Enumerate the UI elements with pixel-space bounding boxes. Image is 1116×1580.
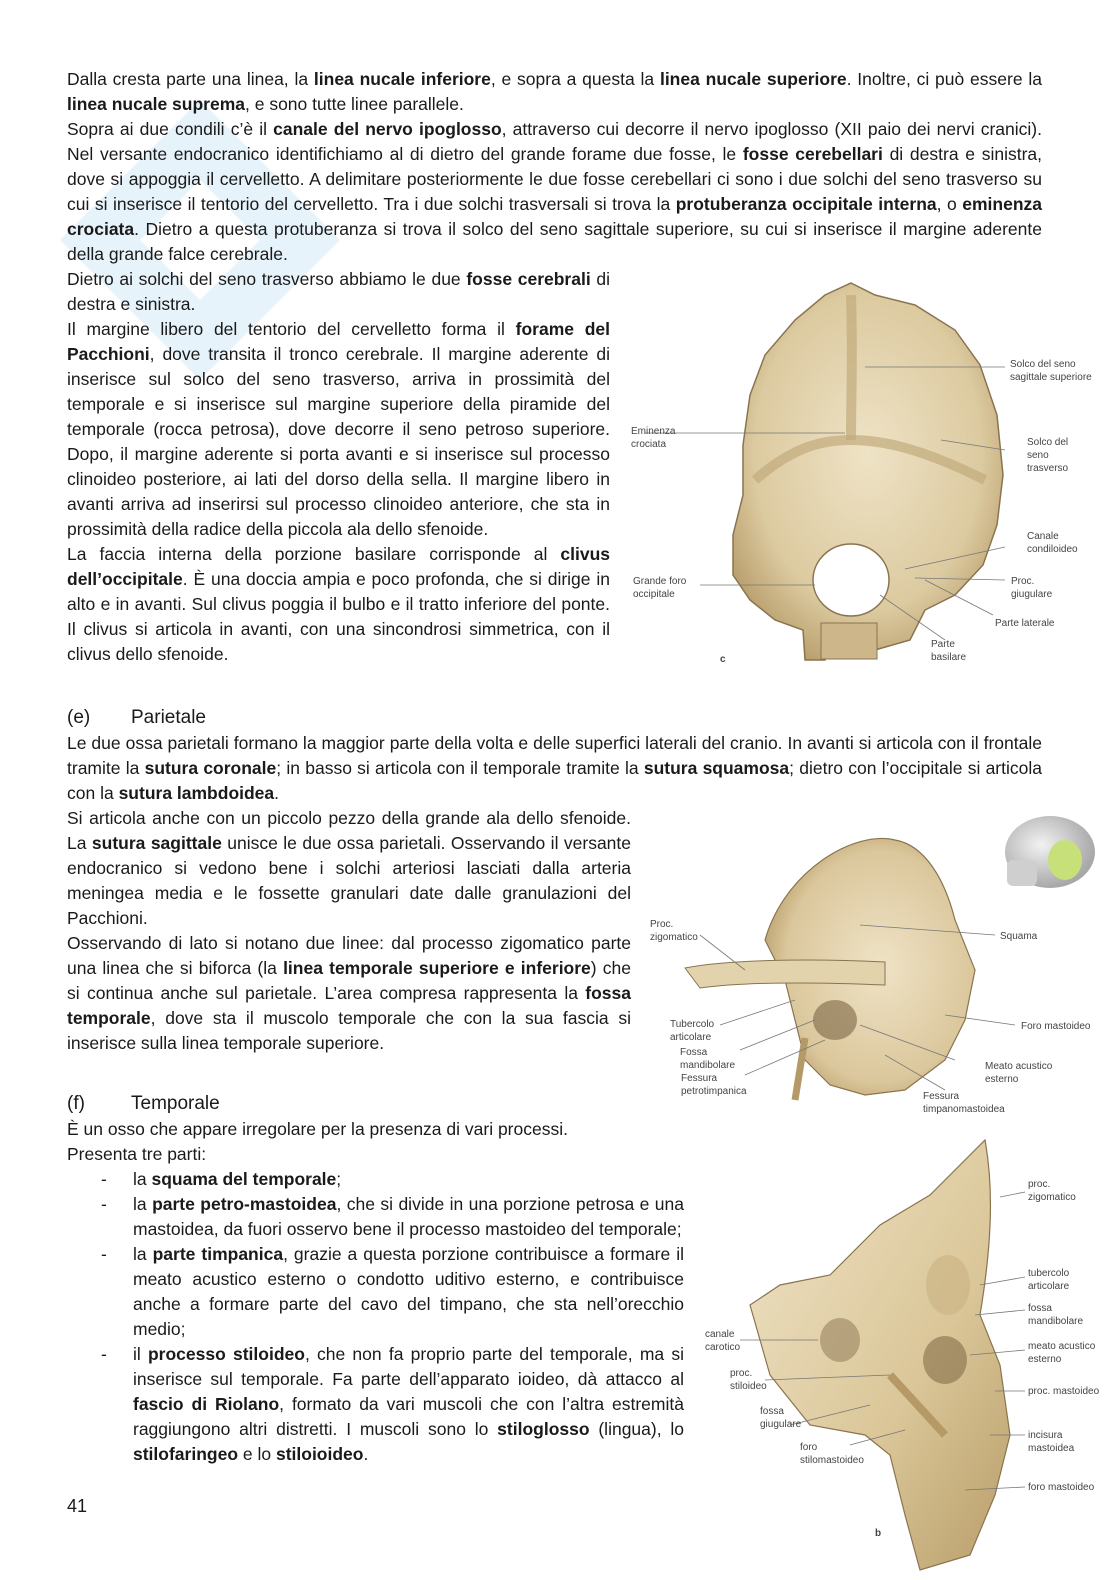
- section-heading-temporale: [67, 1091, 220, 1117]
- list-item: - il processo stiloideo, che non fa proprio parte del temporale, ma si inserisce sul temporale. Fa parte dell’apparato ioideo, dà attacco al fascio di Riolano, formato da vari muscoli che con l’altra estremità raggiungono altri distretti. I muscoli sono lo stiloglosso (lingua), lo stilofaringeo e lo stiloioideo.: [67, 1342, 684, 1467]
- left-column-occipital: [67, 267, 610, 667]
- label-meato-acustico-3: meato acustico esterno: [1028, 1341, 1096, 1365]
- page-number: 41: [67, 1496, 88, 1516]
- paragraph-parietal-bones: Le due ossa parietali formano la maggior parte della volta e delle superfici laterali del cranio. In avanti si articola con il frontale tramite la sutura coronale; in basso si articola con il temporale tramite la sutura squamosa; dietro con l’occipitale si articola con la sutura lambdoidea.: [67, 733, 1042, 803]
- label-proc-zigomatico-3: proc. zigomatico: [1028, 1179, 1076, 1203]
- occipital-bone-illustration: [625, 275, 1100, 675]
- paragraph-cerebral-fossae: Dietro ai solchi del seno trasverso abbiamo le due fosse cerebrali di destra e sinistra.: [67, 269, 610, 314]
- figure-occipital-internal: [625, 275, 1100, 675]
- figure-letter-b: b: [875, 1528, 882, 1539]
- list-item: - la squama del temporale;: [67, 1167, 684, 1192]
- label-foro-mastoideo-2: Foro mastoideo: [1021, 1021, 1091, 1032]
- label-squama: Squama: [1000, 931, 1038, 942]
- label-proc-stiloideo: proc. stiloideo: [730, 1368, 767, 1392]
- paragraph-clivus: La faccia interna della porzione basilare corrisponde al clivus dell’occipitale. È una doccia ampia e poco profonda, che si dirige in alto e in avanti. Sul clivus poggia il bulbo e il tratto inferiore del ponte. Il clivus si articola in avanti, con una sincondrosi simmetrica, con il clivus dello sfenoide.: [67, 544, 610, 664]
- label-proc-mastoideo: proc. mastoideo: [1028, 1386, 1100, 1397]
- section-label-f: (f): [67, 1093, 85, 1114]
- paragraph-temporal-intro: È un osso che appare irregolare per la presenza di vari processi. Presenta tre parti:: [67, 1119, 568, 1164]
- label-parte-basilare: Parte basilare: [931, 639, 967, 663]
- label-fossa-giugulare: fossa giugulare: [760, 1406, 802, 1430]
- list-item: - la parte petro-mastoidea, che si divide in una porzione petrosa e una mastoidea, da fuori osservo bene il processo mastoideo del temporale;: [67, 1192, 684, 1242]
- label-canale-condiloideo: Canale condiloideo: [1027, 531, 1078, 555]
- label-foro-mastoideo-3: foro mastoideo: [1028, 1482, 1095, 1493]
- section-label-e: (e): [67, 707, 91, 728]
- section-title-temporale: Temporale: [131, 1093, 220, 1114]
- paragraph-sagittal-suture: Si articola anche con un piccolo pezzo della grande ala dello sfenoide. La sutura sagittale unisce le due ossa parietali. Osservando il versante endocranico si vedono bene i solchi arteriosi lasciati dalla arteria meningea media e le fossette granulari date dalle granulazioni del Pacchioni.: [67, 808, 632, 928]
- paragraph-tentorium: Il margine libero del tentorio del cervelletto forma il forame del Pacchioni, dove transita il tronco cerebrale. Il margine aderente di inserisce sul solco del seno trasverso, arriva in prossimità del temporale e si inserisce sul margine superiore della piramide del temporale (rocca petrosa), dove decorre il seno petroso superiore. Dopo, il margine aderente si porta avanti e si inserisce sul processo clinoideo posteriore, ai lati del dorso della sella. Il margine libero in avanti arriva ad inserirsi sul processo clinoideo anteriore, che sta in prossimità della radice della piccola ala dello sfenoide.: [67, 319, 611, 539]
- label-grande-foro: Grande foro occipitale: [633, 576, 687, 600]
- paragraph-hypoglossal-canal: Sopra ai due condili c’è il canale del nervo ipoglosso, attraverso cui decorre il nervo ipoglosso (XII paio dei nervi cranici). Nel versante endocranico identifichiamo al di dietro del grande forame due fosse, le fosse cerebellari di destra e sinistra, dove si appoggia il cervelletto. A delimitare posteriormente le due fosse cerebellari ci sono i due solchi del seno trasverso su cui si inserisce il tentorio del cervelletto. Tra i due solchi trasversali si trova la protuberanza occipitale interna, o eminenza crociata. Dietro a questa protuberanza si trova il solco del seno sagittale superiore, su cui si inserisce il margine aderente della grande falce cerebrale.: [67, 119, 1043, 264]
- temporal-parts-list: [67, 1167, 684, 1467]
- label-proc-zigomatico-2: Proc. zigomatico: [650, 919, 698, 943]
- figure-temporal-lateral: [645, 810, 1105, 1115]
- label-fessura-petrotimpanica: Fessura petrotimpanica: [681, 1073, 747, 1097]
- label-foro-stilomastoideo: foro stilomastoideo: [800, 1442, 864, 1466]
- label-fossa-mandibolare-3: fossa mandibolare: [1028, 1303, 1084, 1327]
- label-tubercolo-articolare-3: tubercolo articolare: [1028, 1268, 1070, 1292]
- left-column-parietal: [67, 806, 631, 1056]
- label-parte-laterale: Parte laterale: [995, 618, 1055, 629]
- figure-temporal-inferior: [690, 1135, 1110, 1575]
- label-incisura-mastoidea: incisura mastoidea: [1028, 1430, 1075, 1454]
- paragraph-nucal-lines: Dalla cresta parte una linea, la linea nucale inferiore, e sopra a questa la linea nucale superiore. Inoltre, ci può essere la linea nucale suprema, e sono tutte linee parallele.: [67, 69, 1043, 114]
- label-eminenza-crociata: Eminenza crociata: [631, 426, 676, 450]
- section-title-parietale: Parietale: [131, 707, 206, 728]
- label-fossa-mandibolare-2: Fossa mandibolare: [680, 1047, 736, 1071]
- figure-letter-c: c: [720, 654, 726, 665]
- label-canale-carotico: canale carotico: [705, 1329, 741, 1353]
- section-heading-parietale: [67, 705, 206, 731]
- paragraph-temporal-lines: Osservando di lato si notano due linee: dal processo zigomatico parte una linea che si biforca (la linea temporale superiore e inferiore) che si continua anche sul parietale. L’area compresa rappresenta la fossa temporale, dove sta il muscolo temporale che con la sua fascia si inserisce sulla linea temporale superiore.: [67, 933, 632, 1053]
- label-solco-sagittale: Solco del seno sagittale superiore: [1010, 359, 1092, 383]
- label-fessura-timpanomastoidea: Fessura timpanomastoidea: [923, 1091, 1005, 1115]
- label-proc-giugulare: Proc. giugulare: [1011, 576, 1053, 600]
- skull-thumbnail-icon: [1005, 816, 1095, 888]
- label-solco-trasverso: Solco del seno trasverso: [1027, 437, 1069, 474]
- label-tubercolo-articolare-2: Tubercolo articolare: [670, 1019, 715, 1043]
- label-meato-acustico-2: Meato acustico esterno: [985, 1061, 1053, 1085]
- list-item: - la parte timpanica, grazie a questa porzione contribuisce a formare il meato acustico esterno o condotto uditivo esterno, e contribuisce anche a formare parte del cavo del timpano, che sta nell’orecchio medio;: [67, 1242, 684, 1342]
